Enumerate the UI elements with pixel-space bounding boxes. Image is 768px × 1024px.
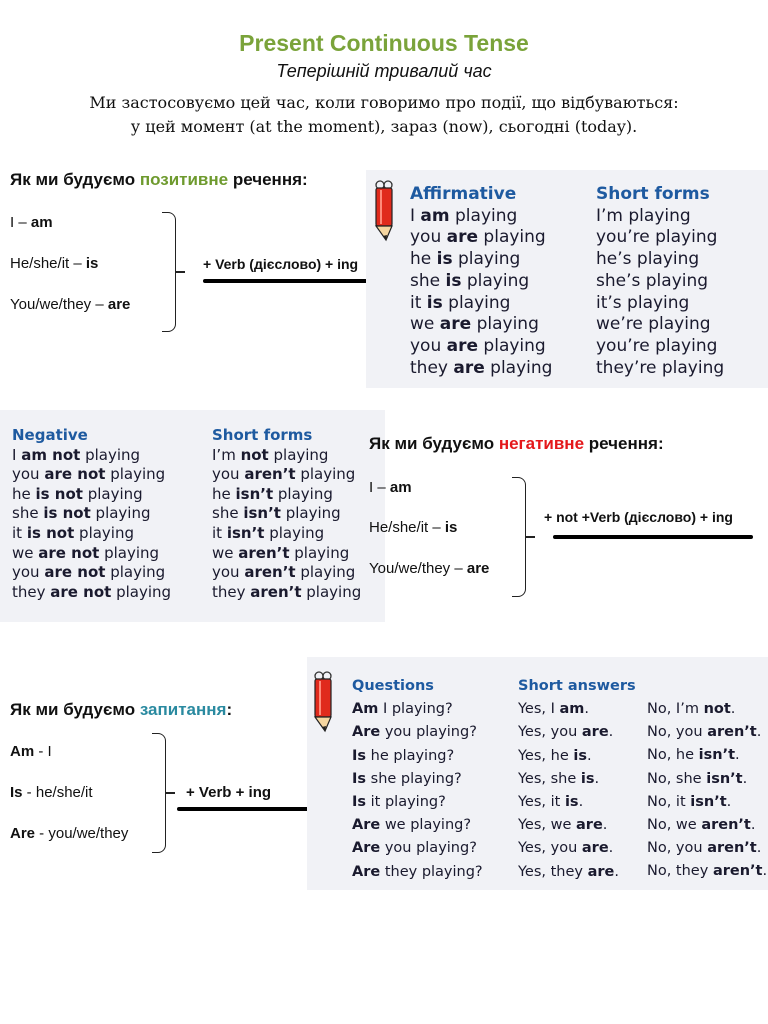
affirmative-table [366, 170, 768, 388]
short-forms-header: Short forms [596, 184, 710, 204]
negative-column [12, 426, 171, 602]
negative-header: Negative [12, 426, 88, 444]
negative-heading-accent: негативне [498, 434, 585, 453]
rule-text: - you/we/they [35, 825, 129, 842]
questions-header: Questions [352, 678, 434, 694]
page-title: Present Continuous Tense [239, 30, 529, 56]
negative-heading-pre: Як ми будуємо [369, 434, 499, 453]
affirmative-header: Affirmative [410, 184, 517, 204]
table-row: No, he isn’t. [647, 747, 740, 764]
positive-heading-post: речення: [228, 170, 308, 189]
table-row: Yes, you are. [518, 724, 614, 741]
table-row: Yes, it is. [518, 794, 584, 811]
table-row: I’m not playing [212, 445, 329, 464]
table-row: Yes, we are. [518, 817, 608, 834]
negative-rule-i [369, 479, 412, 496]
questions-heading-post: : [226, 700, 233, 719]
negative-short-forms-column [212, 426, 361, 602]
positive-heading-accent: позитивне [139, 170, 229, 189]
table-row: you’re playing [596, 227, 718, 248]
questions-heading-pre: Як ми будуємо [10, 700, 140, 719]
rule-verb: are [107, 296, 131, 313]
rule-verb: Am [10, 743, 35, 760]
positive-rule-you [10, 296, 130, 313]
table-row: No, we aren’t. [647, 817, 756, 834]
table-row: they are not playing [12, 582, 172, 601]
positive-heading-pre: Як ми будуємо [10, 170, 140, 189]
table-row: Yes, she is. [518, 770, 600, 787]
table-row: you are playing [410, 227, 546, 248]
table-row: it isn’t playing [212, 523, 325, 542]
table-row: I am playing [410, 205, 518, 226]
table-row: they are playing [410, 357, 553, 378]
intro-line-2: у цей момент (at the moment), зараз (now), сьогодні (today). [130, 117, 638, 136]
table-row: you are playing [410, 335, 546, 356]
questions-brace-tip [166, 792, 175, 794]
questions-brace [152, 733, 166, 853]
short-answers-yes-column [518, 675, 636, 884]
positive-formula: + Verb (дієслово) + ing [203, 256, 359, 272]
table-row: it is playing [410, 292, 511, 313]
table-row: he is playing [410, 249, 521, 270]
questions-column [352, 675, 483, 884]
table-row: we aren’t playing [212, 543, 350, 562]
rule-verb: is [85, 255, 99, 272]
table-row: she is playing [410, 270, 530, 291]
rule-verb: am [389, 479, 412, 496]
table-row: Yes, you are. [518, 840, 614, 857]
rule-text: He/she/it – [10, 255, 86, 272]
negative-heading [369, 434, 664, 454]
table-row: Are you playing? [352, 840, 477, 857]
table-row: No, you aren’t. [647, 840, 762, 857]
questions-formula: + Verb + ing [186, 784, 272, 801]
rule-verb: Is [10, 784, 23, 801]
table-row: Yes, he is. [518, 747, 592, 764]
rule-text: He/she/it – [369, 519, 445, 536]
questions-heading [10, 700, 232, 720]
negative-formula: + not +Verb (дієслово) + ing [544, 509, 733, 525]
rule-verb: am [30, 214, 53, 231]
negative-short-forms-header: Short forms [212, 426, 313, 444]
affirmative-column [410, 184, 552, 379]
table-row: she is not playing [12, 504, 151, 523]
table-row: he is not playing [12, 484, 143, 503]
table-row: Is it playing? [352, 794, 446, 811]
table-row: No, you aren’t. [647, 724, 762, 741]
table-row: they’re playing [596, 357, 725, 378]
table-row: I am not playing [12, 445, 141, 464]
table-row: you are not playing [12, 465, 166, 484]
red-pencil-icon [309, 667, 339, 737]
table-row: Yes, they are. [518, 863, 620, 880]
questions-formula-underline [177, 807, 318, 811]
positive-rule-i [10, 214, 53, 231]
questions-rule-am [10, 743, 52, 760]
table-row: we’re playing [596, 314, 711, 335]
red-pencil-icon [370, 176, 400, 246]
table-row: she’s playing [596, 270, 709, 291]
negative-formula-underline [553, 535, 753, 539]
table-row: you’re playing [596, 335, 718, 356]
page-subtitle: Теперішній тривалий час [276, 61, 492, 81]
rule-text: You/we/they – [10, 296, 108, 313]
short-forms-column [596, 184, 724, 379]
rule-text: I – [10, 214, 31, 231]
table-row: No, she isn’t. [647, 770, 748, 787]
rule-text: I – [369, 479, 390, 496]
table-row: Am I playing? [352, 701, 453, 718]
negative-heading-post: речення: [584, 434, 664, 453]
short-answers-no-column [647, 698, 767, 884]
questions-heading-accent: запитання [139, 700, 227, 719]
table-row: we are playing [410, 314, 539, 335]
negative-brace-tip [526, 536, 535, 538]
table-row: No, it isn’t. [647, 793, 732, 810]
negative-rule-he [369, 519, 457, 536]
table-row: he’s playing [596, 249, 700, 270]
table-row: she isn’t playing [212, 504, 341, 523]
positive-rule-he [10, 255, 98, 272]
table-row: it’s playing [596, 292, 690, 313]
rule-verb: Are [10, 825, 36, 842]
table-row: No, I’m not. [647, 701, 736, 717]
table-row: it is not playing [12, 523, 135, 542]
table-row: you aren’t playing [212, 465, 356, 484]
table-row: Yes, I am. [518, 701, 590, 718]
table-row: we are not playing [12, 543, 160, 562]
rule-text: You/we/they – [369, 560, 467, 577]
rule-text: - I [34, 743, 52, 760]
table-row: Is he playing? [352, 747, 455, 764]
table-row: you aren’t playing [212, 563, 356, 582]
rule-text: - he/she/it [22, 784, 93, 801]
negative-brace [512, 477, 526, 597]
negative-table [0, 410, 385, 622]
negative-rule-you [369, 560, 489, 577]
rule-verb: are [466, 560, 490, 577]
rule-verb: is [444, 519, 458, 536]
table-row: Are you playing? [352, 724, 477, 741]
questions-table [307, 657, 768, 890]
positive-brace [162, 212, 176, 332]
table-row: Are we playing? [352, 817, 472, 834]
table-row: Are they playing? [352, 863, 483, 880]
intro-line-1: Ми застосовуємо цей час, коли говоримо про події, що відбуваються: [89, 93, 679, 112]
short-answers-header: Short answers [518, 678, 636, 694]
table-row: I’m playing [596, 205, 691, 226]
positive-heading [10, 170, 308, 190]
questions-rule-is [10, 784, 93, 801]
table-row: No, they aren’t. [647, 863, 768, 880]
positive-brace-tip [176, 271, 185, 273]
table-row: you are not playing [12, 563, 166, 582]
table-row: they aren’t playing [212, 582, 362, 601]
table-row: Is she playing? [352, 770, 462, 787]
table-row: he isn’t playing [212, 484, 333, 503]
questions-rule-are [10, 825, 128, 842]
